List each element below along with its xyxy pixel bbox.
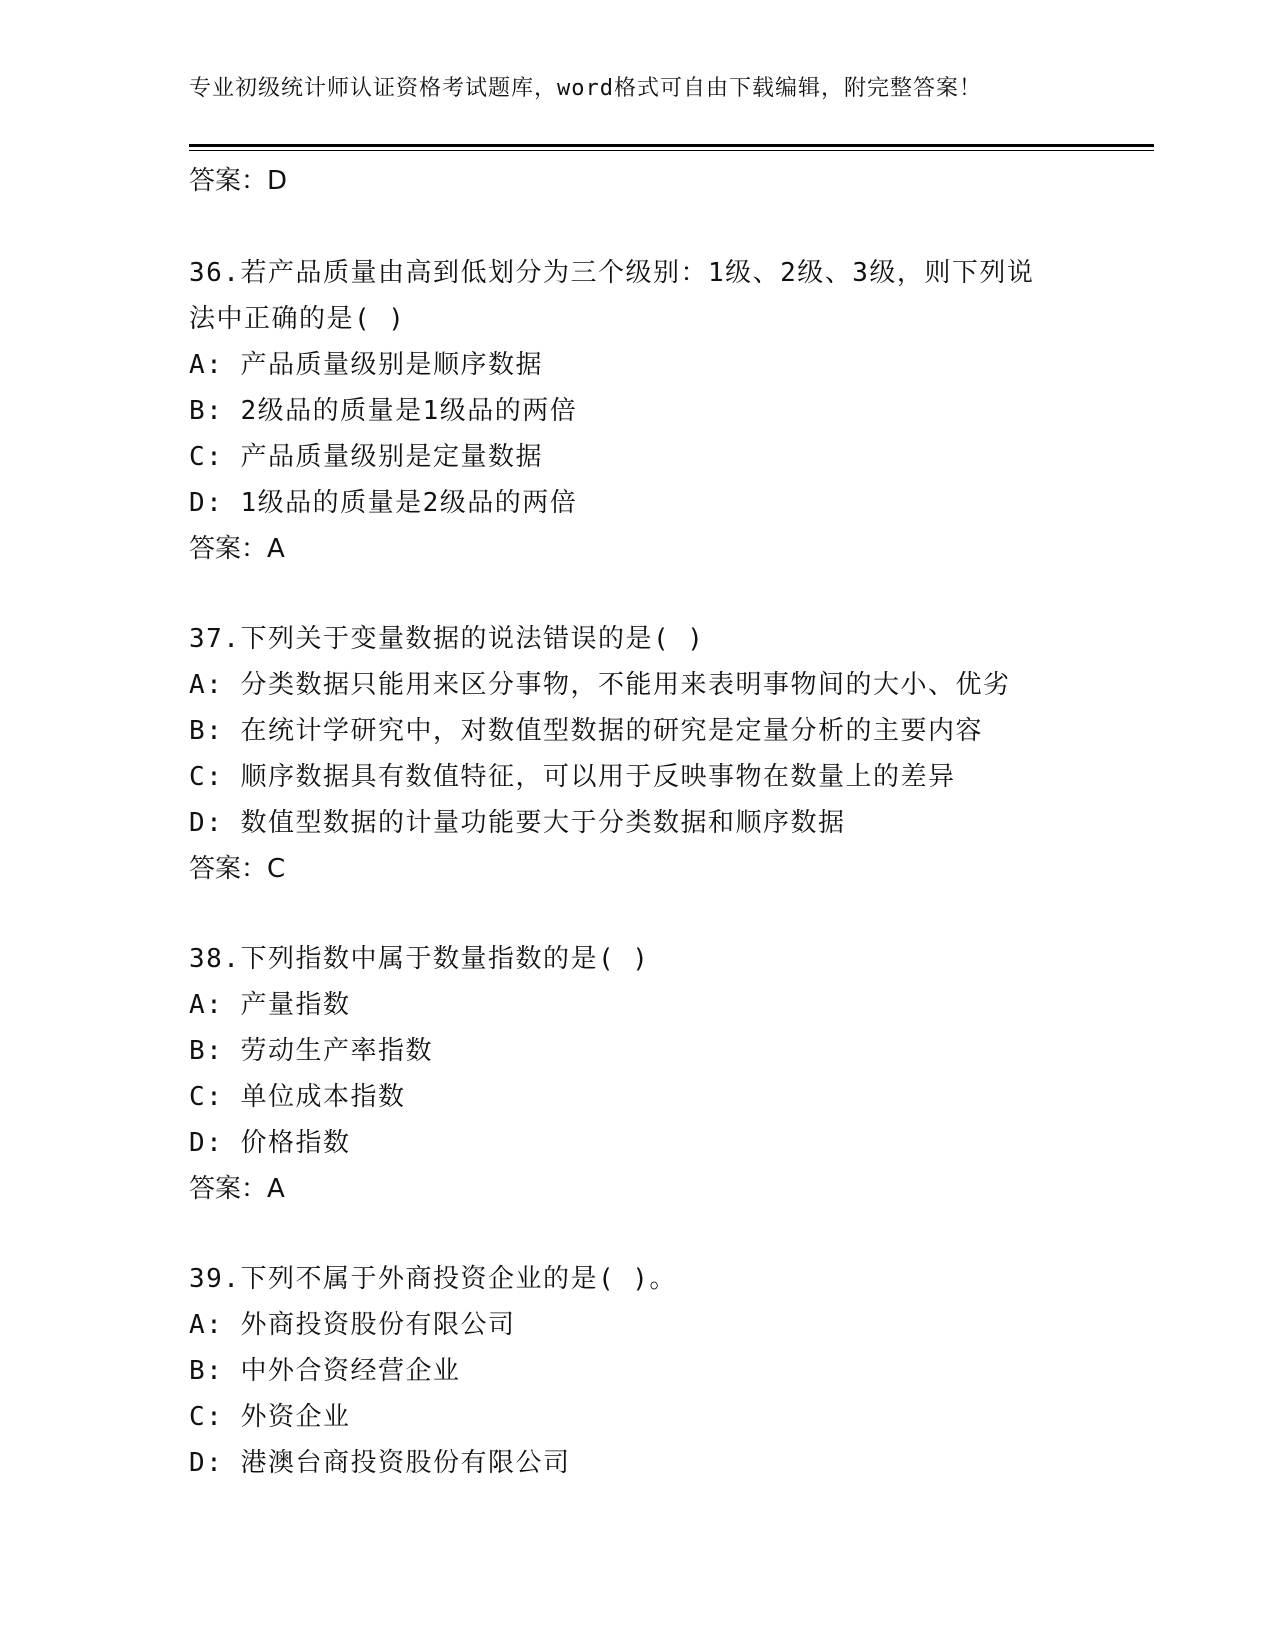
question-text-line: 法中正确的是( ) [189, 304, 406, 334]
option-a: A: 分类数据只能用来区分事物，不能用来表明事物间的大小、优劣 [189, 670, 1011, 700]
option-b: B: 中外合资经营企业 [189, 1356, 461, 1386]
option-c: C: 顺序数据具有数值特征，可以用于反映事物在数量上的差异 [189, 762, 956, 792]
option-c: C: 外资企业 [189, 1402, 351, 1432]
option-b: B: 在统计学研究中，对数值型数据的研究是定量分析的主要内容 [189, 716, 983, 746]
answer-line: 答案：A [189, 534, 285, 564]
option-a: A: 外商投资股份有限公司 [189, 1310, 516, 1340]
option-b: B: 劳动生产率指数 [189, 1036, 433, 1066]
header-rule-thick [189, 144, 1154, 147]
option-c: C: 单位成本指数 [189, 1082, 406, 1112]
option-d: D: 港澳台商投资股份有限公司 [189, 1448, 571, 1478]
question-block [189, 616, 1154, 892]
question-block [189, 936, 1154, 1212]
question-block [189, 250, 1154, 572]
header-rule-thin [189, 150, 1154, 151]
questions-content [189, 158, 1154, 1486]
answer-line: 答案：A [189, 1174, 285, 1204]
question-block [189, 1256, 1154, 1486]
option-d: D: 1级品的质量是2级品的两倍 [189, 488, 578, 518]
question-text-line: 36.若产品质量由高到低划分为三个级别：1级、2级、3级，则下列说 [189, 258, 1035, 288]
question-text-line: 37.下列关于变量数据的说法错误的是( ) [189, 624, 705, 654]
option-c: C: 产品质量级别是定量数据 [189, 442, 543, 472]
option-a: A: 产品质量级别是顺序数据 [189, 350, 543, 380]
answer-line: 答案：D [189, 166, 288, 196]
option-d: D: 价格指数 [189, 1128, 351, 1158]
answer-line: 答案：C [189, 854, 286, 884]
option-d: D: 数值型数据的计量功能要大于分类数据和顺序数据 [189, 808, 846, 838]
question-text-line: 39.下列不属于外商投资企业的是( )。 [189, 1264, 677, 1294]
page-header: 专业初级统计师认证资格考试题库，word格式可自由下载编辑，附完整答案！ [189, 76, 982, 101]
option-a: A: 产量指数 [189, 990, 351, 1020]
option-b: B: 2级品的质量是1级品的两倍 [189, 396, 578, 426]
question-text-line: 38.下列指数中属于数量指数的是( ) [189, 944, 650, 974]
